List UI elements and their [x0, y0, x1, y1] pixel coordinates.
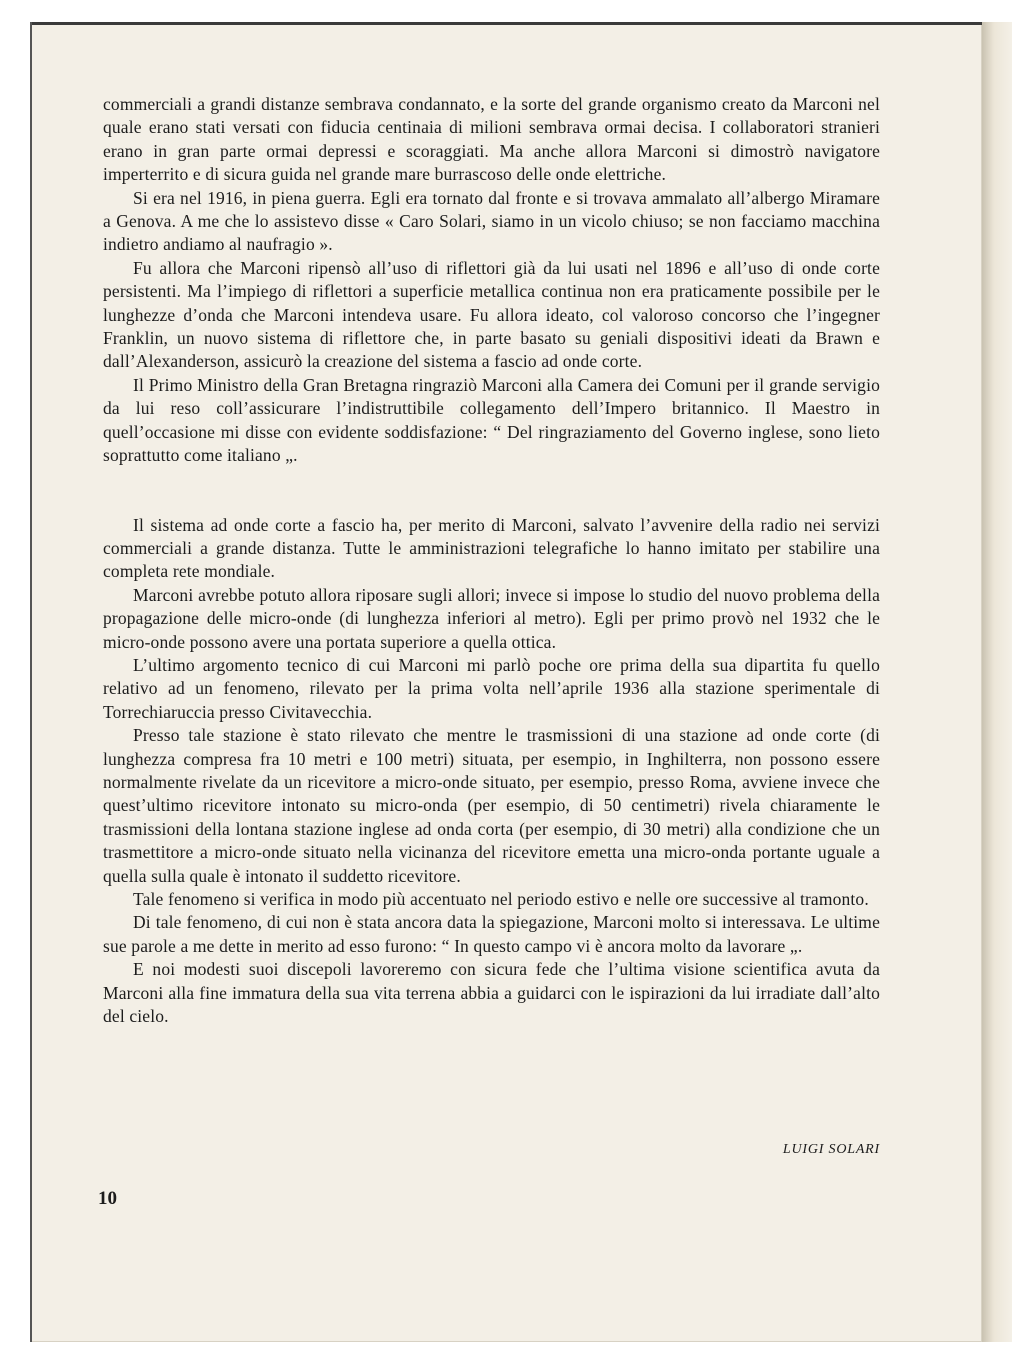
paragraph: Presso tale stazione è stato rilevato che mentre le trasmissioni di una stazione ad onde corte (di lunghezza compresa fra 10 metri e 100 metri) situata, per esempio, in Inghilterra, non possono essere normalmente rivelate da un ricevitore a micro-onde situato, per esempio, presso Roma, avviene invece che quest’ultimo ricevitore intonato su micro-onda (per esempio, di 50 centimetri) rivela chiaramente le trasmissioni della lontana stazione inglese ad onda corta (per esempio, di 30 metri) alla condizione che un trasmettitore a micro-onde situato nella vicinanza del ricevitore emetta una micro-onda portante uguale a quella sulla quale è intonato il suddetto ricevitore. — [103, 725, 880, 886]
page-fold-edge — [982, 22, 1012, 1342]
paragraph: commerciali a grandi distanze sembrava condannato, e la sorte del grande organismo creato da Marconi nel quale erano stati versati con fiducia centinaia di milioni sembrava ormai decisa. I collaboratori stranieri erano in gran parte ormai depressi e scoraggiati. Ma anche allora Marconi si dimostrò navigatore imperterrito e di sicura guida nel grande mare burrascoso delle onde elettriche. — [103, 94, 880, 185]
author-signature: LUIGI SOLARI — [782, 1142, 880, 1157]
article-body — [103, 93, 880, 1028]
paragraph: Il Primo Ministro della Gran Bretagna ringraziò Marconi alla Camera dei Comuni per il grande servigio da lui reso coll’assicurare l’indistruttibile collegamento dell’Impero britannico. Il Maestro in quell’occasione mi disse con evidente soddisfazione: “ Del ringraziamento del Governo inglese, sono lieto soprattutto come italiano „. — [103, 374, 880, 466]
section-gap — [103, 468, 880, 514]
paragraph: E noi modesti suoi discepoli lavoreremo con sicura fede che l’ultima visione scientifica avuta da Marconi alla fine immatura della sua vita terrena abbia a guidarci con le ispirazioni da lui irradiate dall’alto del cielo. — [103, 959, 880, 1027]
paragraph: Tale fenomeno si verifica in modo più accentuato nel periodo estivo e nelle ore successive al tramonto. — [133, 889, 869, 909]
page-number: 10 — [98, 1188, 117, 1209]
paragraph: Marconi avrebbe potuto allora riposare sugli allori; invece si impose lo studio del nuovo problema della propagazione delle micro-onde (di lunghezza inferiori al metro). Egli per primo provò nel 1932 che le micro-onde possono avere una portata superiore a quella ottica. — [103, 584, 880, 652]
paragraph: Fu allora che Marconi ripensò all’uso di riflettori già da lui usati nel 1896 e all’uso di onde corte persistenti. Ma l’impiego di riflettori a superficie metallica continua non era praticamente possibile per le lunghezze d’onda che Marconi intendeva usare. Fu allora ideato, col valoroso concorso che l’ingegner Franklin, un nuovo sistema di riflettore che, in parte basato su geniali dispositivi ideati da Brawn e dall’Alexanderson, assicurò la creazione del sistema a fascio ad onde corte. — [103, 257, 880, 372]
paragraph: Di tale fenomeno, di cui non è stata ancora data la spiegazione, Marconi molto si interessava. Le ultime sue parole a me dette in merito ad esso furono: “ In questo campo vi è ancora molto da lavorare „. — [103, 912, 880, 956]
paragraph: Si era nel 1916, in piena guerra. Egli era tornato dal fronte e si trovava ammalato all’albergo Miramare a Genova. A me che lo assistevo disse « Caro Solari, siamo in un vicolo chiuso; se non facciamo macchina indietro andiamo al naufragio ». — [103, 187, 880, 255]
paragraph: Il sistema ad onde corte a fascio ha, per merito di Marconi, salvato l’avvenire della radio nei servizi commerciali a grande distanza. Tutte le amministrazioni telegrafiche lo hanno imitato per stabilire una completa rete mondiale. — [103, 514, 880, 582]
paragraph: L’ultimo argomento tecnico di cui Marconi mi parlò poche ore prima della sua dipartita fu quello relativo ad un fenomeno, rilevato per la prima volta nell’aprile 1936 alla stazione sperimentale di Torrechiaruccia presso Civitavecchia. — [103, 654, 880, 722]
